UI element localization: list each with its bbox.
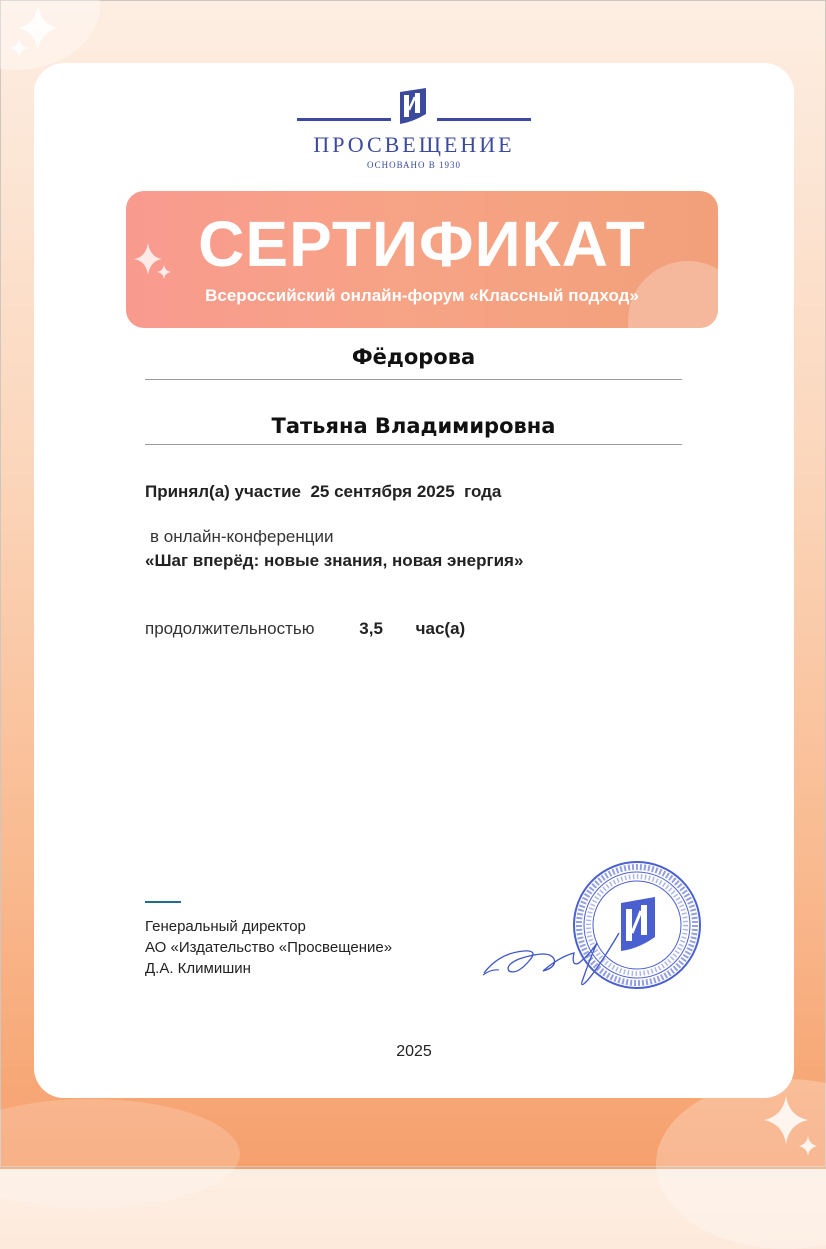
publisher-name: ПРОСВЕЩЕНИЕ bbox=[313, 132, 515, 157]
signature-accent bbox=[145, 901, 181, 903]
sparkle-icon bbox=[4, 4, 64, 64]
publisher-emblem-icon bbox=[398, 88, 428, 124]
participation-prefix: Принял(а) участие bbox=[145, 482, 302, 501]
event-title: «Шаг вперёд: новые знания, новая энергия» bbox=[145, 551, 524, 570]
logo-rule bbox=[297, 118, 391, 121]
participation-suffix: года bbox=[464, 482, 502, 501]
background-blob bbox=[0, 1099, 240, 1209]
participation-year: 2025 bbox=[416, 482, 455, 501]
divider bbox=[145, 379, 682, 380]
event-type: онлайн-конференции bbox=[163, 527, 334, 546]
event-prefix: в bbox=[150, 527, 160, 546]
certificate-title: СЕРТИФИКАТ bbox=[198, 208, 646, 280]
signatory-name: Д.А. Климишин bbox=[145, 960, 251, 977]
recipient-surname: Фёдорова bbox=[351, 345, 476, 369]
issue-year: 2025 bbox=[396, 1043, 432, 1060]
signatory-organization: АО «Издательство «Просвещение» bbox=[145, 939, 393, 956]
signatory-block bbox=[145, 916, 392, 979]
divider bbox=[145, 444, 682, 445]
certificate-card bbox=[34, 63, 794, 1098]
forum-name: Всероссийский онлайн-форум «Классный подход» bbox=[205, 286, 639, 305]
duration-value: 3,5 bbox=[359, 619, 383, 638]
certificate-banner bbox=[126, 191, 718, 328]
sparkle-icon bbox=[760, 1092, 824, 1162]
participation-day-month: 25 сентября bbox=[310, 482, 413, 501]
event-type-line bbox=[150, 527, 333, 547]
duration-unit: час(а) bbox=[415, 619, 466, 638]
logo-rule bbox=[437, 118, 531, 121]
recipient-given-names: Татьяна Владимировна bbox=[271, 414, 556, 438]
publisher-logo bbox=[297, 88, 531, 173]
publisher-founded: ОСНОВАНО В 1930 bbox=[366, 160, 462, 170]
duration-line bbox=[145, 619, 465, 639]
duration-label: продолжительностью bbox=[145, 619, 315, 638]
signatory-position: Генеральный директор bbox=[145, 918, 306, 935]
company-seal bbox=[571, 859, 703, 991]
participation-line bbox=[145, 482, 501, 502]
